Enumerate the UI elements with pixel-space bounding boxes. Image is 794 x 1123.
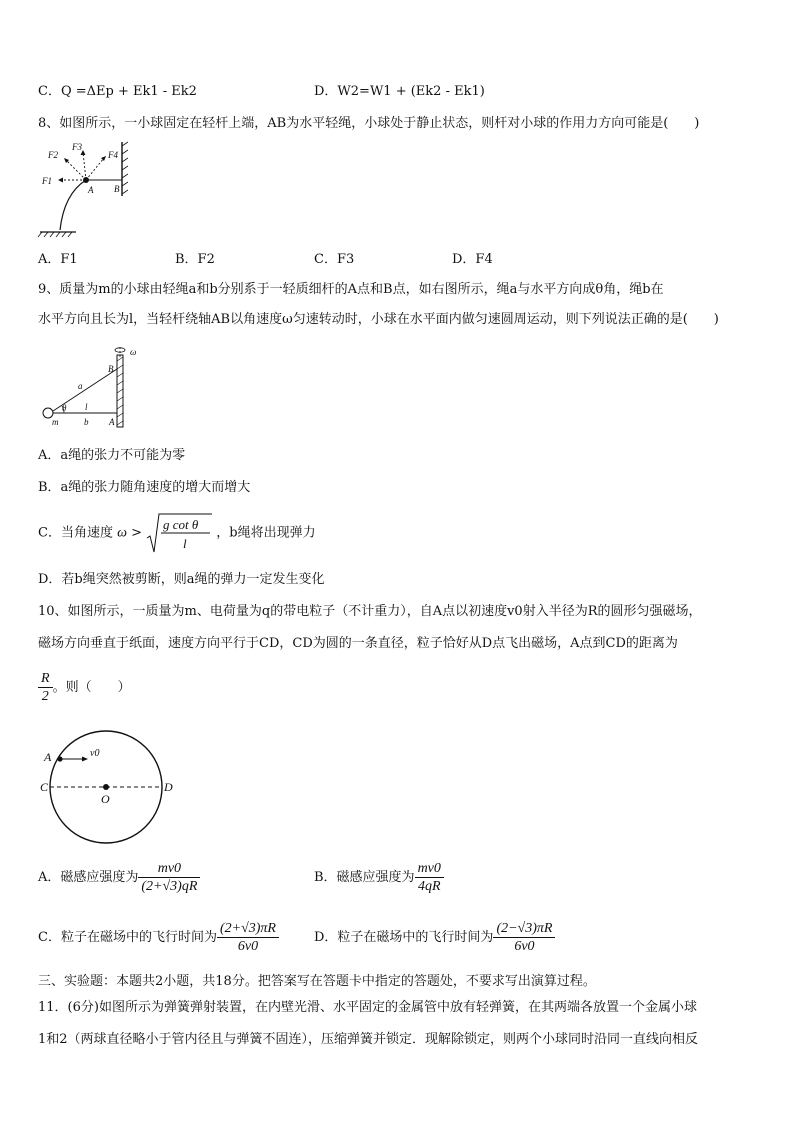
q8-figure <box>36 142 136 240</box>
q10-option-a-den: (2+√3)qR <box>141 879 198 894</box>
q11-line2: 1和2（两球直径略小于管内径且与弹簧不固连），压缩弹簧并锁定．现解除锁定，则两个小球同时沿同一直线向相反 <box>38 1032 699 1047</box>
q10-figure <box>38 725 178 850</box>
q10-stem-fraction-den: 2 <box>41 689 49 704</box>
q8-fig-label-f4: F4 <box>108 150 118 160</box>
q10-fig-label-v0: v0 <box>90 748 100 759</box>
q10-stem-fraction <box>38 670 53 705</box>
q10-option-a-fraction <box>138 860 200 895</box>
q10-option-b <box>314 858 444 898</box>
q10-option-c-num: (2+√3)πR <box>217 920 279 938</box>
q8-fig-label-f3: F3 <box>72 142 82 152</box>
q10-stem-suffix: 。则（ ） <box>52 680 131 695</box>
q9-option-c-suffix: ，b绳将出现弹力 <box>216 525 316 541</box>
q10-option-c <box>38 918 279 958</box>
q10-option-d-num: (2−√3)πR <box>493 920 555 938</box>
q10-fig-label-c: C <box>40 780 49 794</box>
q10-option-d-fraction <box>493 920 555 955</box>
q10-option-d-prefix: D．粒子在磁场中的飞行时间为 <box>314 930 494 945</box>
q9-fig-label-theta: θ <box>62 403 67 413</box>
q10-option-b-den: 4qR <box>417 879 441 894</box>
q10-option-b-prefix: B．磁感应强度为 <box>314 870 415 885</box>
q10-option-b-num: mv0 <box>415 860 444 878</box>
q9-option-b: B．a绳的张力随角速度的增大而增大 <box>38 480 251 495</box>
q9-option-d: D．若b绳突然被剪断，则a绳的弹力一定发生变化 <box>38 572 325 587</box>
q10-fig-label-d: D <box>164 780 173 794</box>
q8-fig-label-f1: F1 <box>42 176 52 186</box>
q10-stem-line2: 磁场方向垂直于纸面，速度方向平行于CD，CD为圆的一条直径，粒子恰好从D点飞出磁场，A点到CD的距离为 <box>38 636 678 651</box>
q10-stem-line3 <box>38 668 131 708</box>
q8-option-c: C．F3 <box>314 252 355 267</box>
q8-fig-label-a: A <box>88 185 94 195</box>
q9-fig-label-b-rope: b <box>84 417 89 427</box>
q10-stem-fraction-num: R <box>38 670 53 688</box>
q9-fig-label-a-point: A <box>109 417 115 427</box>
q10-option-d-den: 6v0 <box>514 939 535 954</box>
q11-line1: 11．(6分)如图所示为弹簧弹射装置，在内壁光滑、水平固定的金属管中放有轻弹簧，在其两端各放置一个金属小球 <box>38 1000 697 1015</box>
q9-fig-label-l: l <box>85 402 88 412</box>
q10-stem-line1: 10、如图所示，一质量为m、电荷量为q的带电粒子（不计重力），自A点以初速度v0射入半径为R的圆形匀强磁场， <box>38 604 702 619</box>
section3-heading: 三、实验题：本题共2小题，共18分。把答案写在答题卡中指定的答题处，不要求写出演算过程。 <box>38 974 596 989</box>
q9-fig-label-a-rope: a <box>78 381 83 391</box>
q9-option-c-numerator: g cot θ <box>163 517 199 532</box>
q10-option-c-fraction <box>217 920 279 955</box>
q9-option-c-prefix: C．当角速度 <box>38 525 113 541</box>
q9-fig-label-m: m <box>52 417 59 427</box>
q9-stem-line2: 水平方向且长为l，当轻杆绕轴AB以角速度ω匀速转动时，小球在水平面内做匀速圆周运动，则下列说法正确的是( ) <box>38 312 719 327</box>
q8-option-a: A．F1 <box>38 252 78 267</box>
q10-option-c-den: 6v0 <box>237 939 259 954</box>
q8-option-b: B．F2 <box>175 252 215 267</box>
q10-option-a-prefix: A．磁感应强度为 <box>38 870 139 885</box>
q9-fig-label-b-point: B <box>108 364 114 374</box>
q7-option-d: D．W2=W1 + (Ek2 - Ek1) <box>314 84 485 99</box>
q9-fig-label-omega: ω <box>130 347 137 357</box>
q10-option-c-prefix: C．粒子在磁场中的飞行时间为 <box>38 930 217 945</box>
q10-fig-label-o: O <box>101 792 110 806</box>
q9-option-c-denominator: l <box>183 536 187 551</box>
q8-option-d: D．F4 <box>452 252 493 267</box>
q10-fig-label-a: A <box>44 750 52 764</box>
q8-stem: 8、如图所示，一小球固定在轻杆上端，AB为水平轻绳，小球处于静止状态，则杆对小球的作用力方向可能是( ) <box>38 116 700 131</box>
q9-option-c-sqrt <box>146 512 212 554</box>
q10-option-d <box>314 918 555 958</box>
q8-fig-label-b: B <box>114 184 120 194</box>
q9-option-c: C．当角速度 ω > g cot θ l ，b绳将出现弹力 <box>38 512 316 554</box>
q10-option-a-num: mv0 <box>138 860 200 878</box>
q10-option-b-fraction <box>415 860 444 895</box>
q7-option-c: C．Q =ΔEp + Ek1 - Ek2 <box>38 84 197 99</box>
q8-fig-label-f2: F2 <box>48 150 58 160</box>
q9-option-a: A．a绳的张力不可能为零 <box>38 448 186 463</box>
q9-figure <box>38 345 148 430</box>
q9-stem-line1: 9、质量为m的小球由轻绳a和b分别系于一轻质细杆的A点和B点，如右图所示，绳a与水平方向成θ角，绳b在 <box>38 282 664 297</box>
q10-option-a <box>38 858 200 898</box>
